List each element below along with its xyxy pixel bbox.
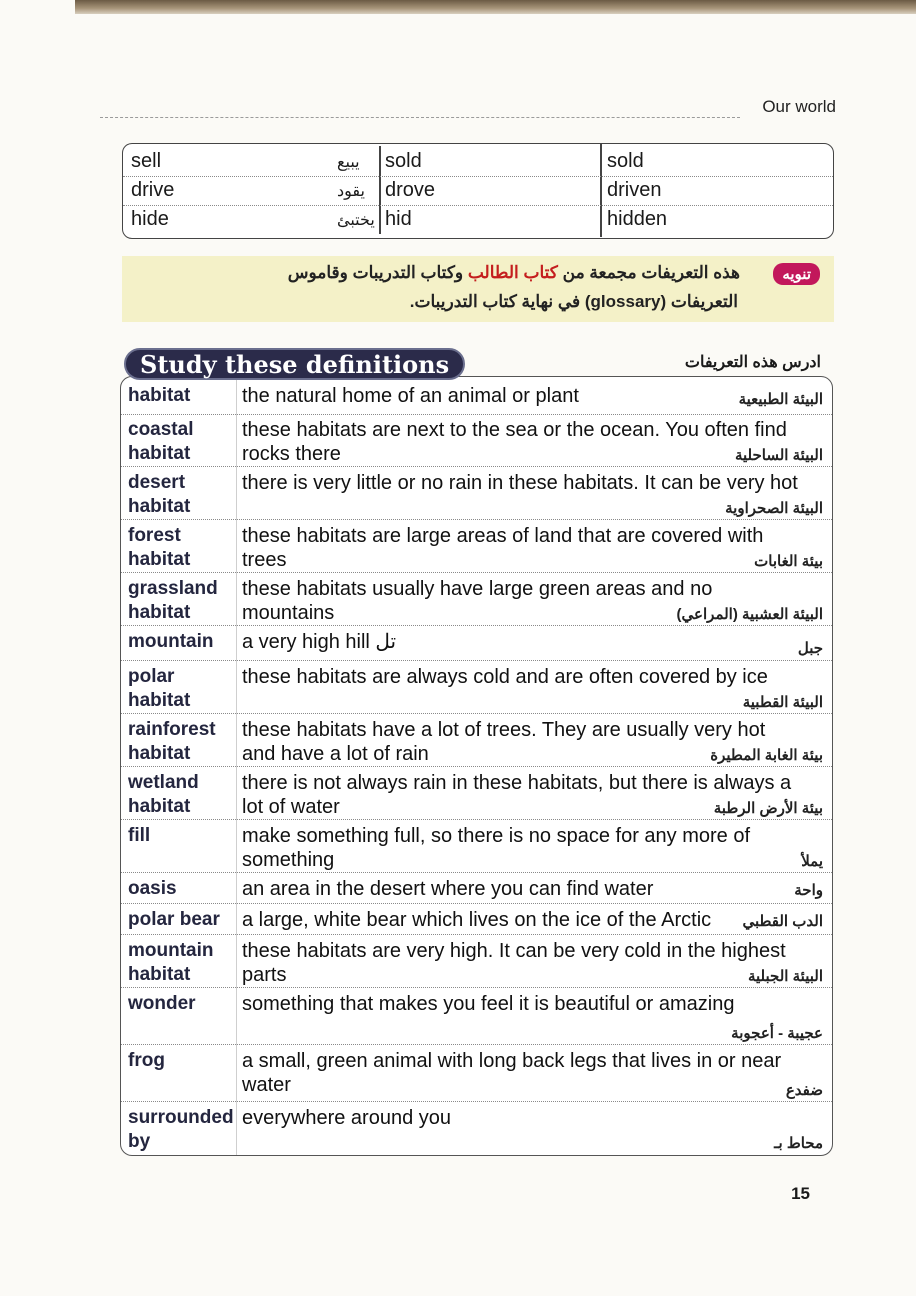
definition-arabic: يملأ [801,853,823,870]
definition-term: mountain habitat [128,940,214,985]
definition-row [121,662,832,714]
verb-arabic: يبيع [337,154,360,171]
definition-text: something that makes you feel it is beautiful or amazing [242,993,735,1015]
verb-row [123,206,833,235]
definition-arabic: البيئة الصحراوية [725,500,823,517]
definition-arabic: بيئة الغابة المطيرة [710,747,823,764]
definition-arabic: البيئة الطبيعية [738,391,823,408]
definition-arabic: بيئة الأرض الرطبة [713,800,823,817]
verb-arabic: يقود [337,183,365,200]
definition-text: these habitats are next to the sea or the ocean. You often find rocks there [242,419,787,465]
definition-row [121,768,832,820]
definition-text: make something full, so there is no space for any more of something [242,825,751,871]
definition-row [121,874,832,904]
definition-arabic: بيئة الغابات [754,553,823,570]
definition-arabic: ضفدع [785,1082,823,1099]
definition-term: wetland habitat [128,772,199,817]
definition-text: a very high hill تل [242,631,397,653]
verb-past: hid [385,208,412,230]
page-number: 15 [791,1184,810,1203]
definition-arabic: البيئة العشبية (المراعي) [676,606,823,623]
note-badge: تنويه [773,263,820,285]
note-line-2: التعريفات (glossary) في نهاية كتاب التدريبات. [409,292,738,311]
definition-row [121,1103,832,1155]
definition-text: these habitats are very high. It can be very cold in the highest parts [242,940,786,986]
page-top-edge [75,0,916,14]
definition-row [121,989,832,1045]
definition-row [121,821,832,873]
definition-text: there is very little or no rain in these habitats. It can be very hot [242,472,798,494]
definition-row [121,936,832,988]
note-text: هذه التعريفات مجمعة من [562,263,740,282]
verb-row [123,148,833,177]
definition-arabic: البيئة القطبية [742,694,823,711]
section-title-arabic: ادرس هذه التعريفات [684,354,821,371]
definition-text: a large, white bear which lives on the ice of the Arctic [242,909,712,931]
definitions-box [120,376,833,1156]
definition-arabic: الدب القطبي [742,913,823,930]
definition-text: these habitats usually have large green areas and no mountains [242,578,713,624]
definition-row [121,905,832,935]
definition-term: coastal habitat [128,419,194,464]
definition-arabic: جبل [797,640,823,657]
section-title: Study these definitions [124,348,465,380]
header-rule [100,117,740,118]
definition-text: these habitats are large areas of land that are covered with trees [242,525,764,571]
definition-arabic: البيئة الساحلية [734,447,823,464]
note-band [122,256,834,322]
definition-text: these habitats are always cold and are often covered by ice [242,666,768,688]
unit-title: Our world [762,97,836,116]
definition-row [121,521,832,573]
verb-participle: sold [607,150,644,172]
definition-term: habitat [128,385,191,406]
definition-row [121,415,832,467]
verb-past: drove [385,179,436,201]
definition-row [121,627,832,661]
verb-forms-table [122,143,834,239]
verb-participle: driven [607,179,662,201]
definition-text: there is not always rain in these habitats, but there is always a lot of water [242,772,792,818]
definition-term: forest habitat [128,525,191,570]
definition-term: oasis [128,878,177,899]
verb-base: drive [131,179,175,201]
definition-text: an area in the desert where you can find water [242,878,654,900]
definition-row [121,574,832,626]
verb-arabic: يختبئ [337,212,375,229]
definition-text: the natural home of an animal or plant [242,385,579,407]
definition-arabic: محاط بـ [774,1135,823,1152]
definition-term: wonder [128,993,196,1014]
definition-term: desert habitat [128,472,191,517]
definition-arabic: واحة [794,882,823,899]
verb-base: sell [131,150,162,172]
note-line-1 [288,263,740,283]
note-text: وكتاب التدريبات وقاموس [287,263,464,282]
definition-term: polar bear [128,909,220,930]
definition-term: frog [128,1050,165,1071]
definition-arabic: عجيبة - أعجوبة [731,1025,823,1042]
definition-text: these habitats have a lot of trees. They are usually very hot and have a lot of rain [242,719,766,765]
definition-arabic: البيئة الجبلية [747,968,823,985]
definition-text: everywhere around you [242,1107,452,1129]
verb-row [123,177,833,206]
definition-row [121,1046,832,1102]
definition-term: polar habitat [128,666,191,711]
definition-term: mountain [128,631,214,652]
verb-participle: hidden [607,208,668,230]
verb-base: hide [131,208,169,230]
verb-past: sold [385,150,422,172]
definition-term: fill [128,825,151,846]
definition-row [121,715,832,767]
definition-row [121,381,832,415]
note-highlight: كتاب الطالب [467,263,558,282]
definition-term: surrounded by [128,1107,234,1152]
definition-row [121,468,832,520]
definition-term: rainforest habitat [128,719,216,764]
definition-term: grassland habitat [128,578,218,623]
definition-text: a small, green animal with long back legs that lives in or near water [242,1050,782,1096]
